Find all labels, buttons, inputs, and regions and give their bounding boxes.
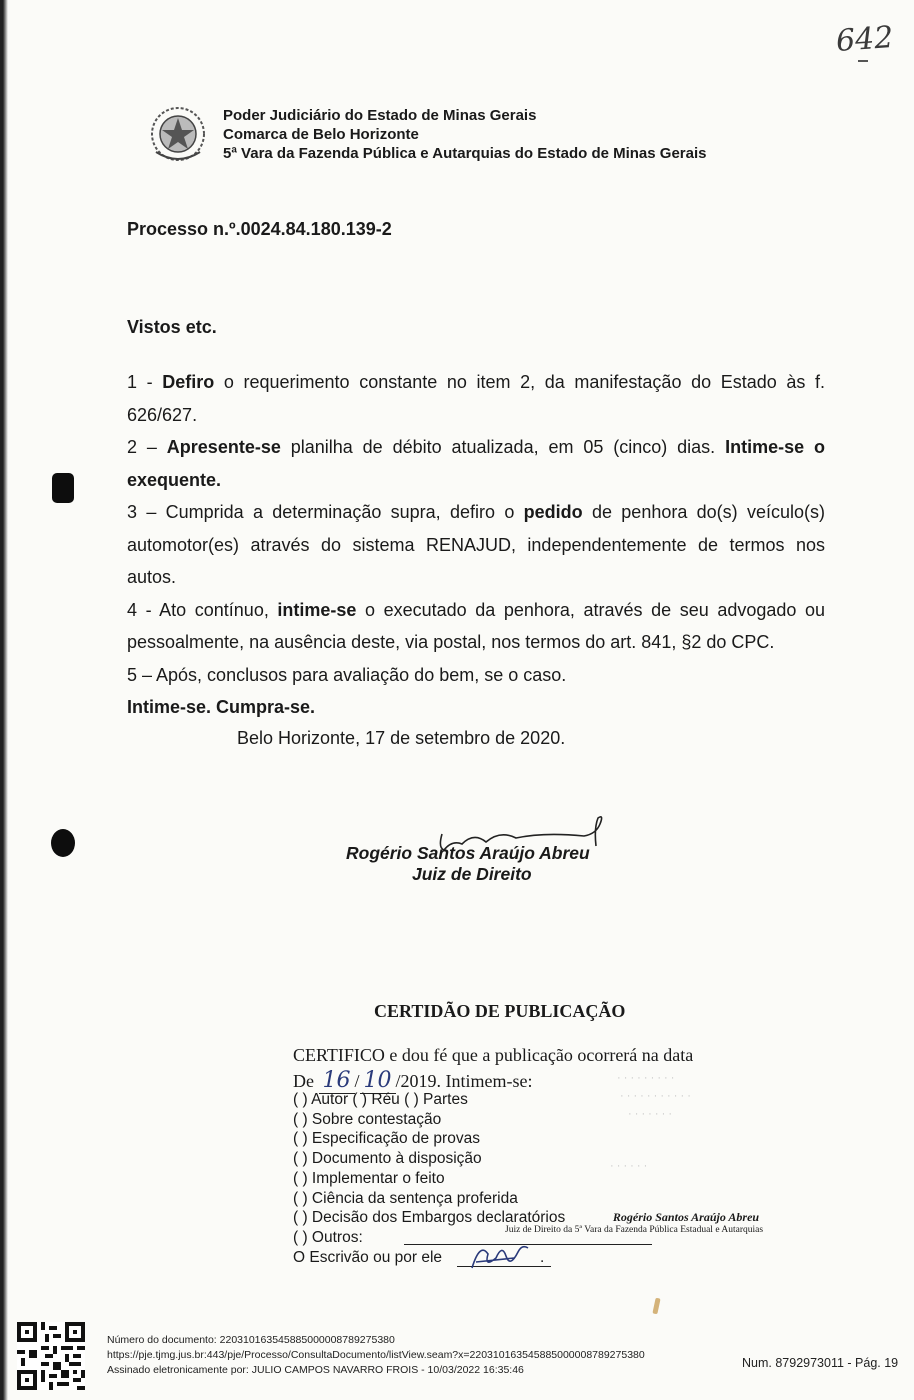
certidao-date-line: De 16 / 10 /2019. Intimem-se: (293, 1068, 533, 1093)
header-line-3: 5ª Vara da Fazenda Pública e Autarquias do Estado de Minas Gerais (223, 145, 707, 162)
footer-url[interactable]: https://pje.tjmg.jus.br:443/pje/Processo/ConsultaDocumento/listView.seam?x=220310163545885000008789275380 (107, 1349, 645, 1361)
court-header (223, 106, 707, 163)
bleed-through-text: · · · · · · · · · · · (620, 1090, 691, 1102)
bleed-through-text: · · · · · · (610, 1160, 648, 1172)
decision-date: Belo Horizonte, 17 de setembro de 2020. (237, 728, 566, 748)
clerk-signature (466, 1238, 536, 1274)
process-number: Processo n.º.0024.84.180.139-2 (127, 219, 392, 239)
stamp-title: Juiz de Direito da 5ª Vara da Fazenda Pública Estadual e Autarquias (505, 1225, 764, 1235)
option-implementar: ( ) Implementar o feito (293, 1169, 445, 1187)
item-3-line-1: 3 – Cumprida a determinação supra, defiro o pedido de penhora do(s) veículo(s) (127, 502, 825, 522)
bleed-through-text: · · · · · · · (628, 1108, 672, 1120)
punch-hole (51, 829, 75, 857)
footer-signed-by: Assinado eletronicamente por: JULIO CAMPOS NAVARRO FROIS - 10/03/2022 16:35:46 (107, 1364, 524, 1376)
judge-title: Juiz de Direito (412, 864, 532, 884)
footer-doc-number: Número do documento: 220310163545885000008789275380 (107, 1334, 395, 1346)
item-3-line-2: automotor(es) através do sistema RENAJUD, independentemente de termos nos (127, 534, 825, 555)
option-embargos: ( ) Decisão dos Embargos declaratórios (293, 1209, 566, 1227)
item-2-line-2: exequente. (127, 469, 222, 490)
item-2-line-1: 2 – Apresente-se planilha de débito atualizada, em 05 (cinco) dias. Intime-se o (127, 437, 825, 457)
item-5: 5 – Após, conclusos para avaliação do bem, se o caso. (127, 664, 567, 685)
punch-hole (52, 473, 74, 503)
option-provas: ( ) Especificação de provas (293, 1130, 480, 1148)
page-number-underline (858, 60, 868, 62)
coat-of-arms-icon (148, 102, 208, 166)
footer-metadata (107, 1333, 645, 1378)
option-partes: ( ) Autor ( ) Réu ( ) Partes (293, 1091, 468, 1108)
escrivao-line: O Escrivão ou por ele . (293, 1248, 545, 1266)
stamp-name: Rogério Santos Araújo Abreu (612, 1210, 760, 1224)
handwritten-month: 10 (360, 1068, 396, 1094)
judge-name: Rogério Santos Araújo Abreu (346, 843, 590, 863)
item-1-line-2: 626/627. (127, 404, 198, 425)
header-line-2: Comarca de Belo Horizonte (223, 126, 419, 143)
bleed-through-text: · · · · · · · · · (617, 1072, 675, 1084)
option-outros: ( ) Outros: (293, 1228, 363, 1246)
closing-order: Intime-se. Cumpra-se. (127, 697, 316, 717)
stain-mark (652, 1298, 660, 1315)
footer-page-reference: Num. 8792973011 - Pág. 19 (742, 1356, 899, 1370)
header-line-1: Poder Judiciário do Estado de Minas Gerais (223, 107, 537, 124)
decision-body (127, 366, 825, 724)
item-3-line-3: autos. (127, 567, 177, 587)
option-contestacao: ( ) Sobre contestação (293, 1110, 442, 1128)
item-1-line-1: 1 - Defiro o requerimento constante no item 2, da manifestação do Estado às f. (127, 372, 825, 392)
qr-code-icon (17, 1322, 85, 1390)
option-ciencia: ( ) Ciência da sentença proferida (293, 1189, 518, 1207)
handwritten-day: 16 (319, 1068, 355, 1094)
certidao-statement: CERTIFICO e dou fé que a publicação ocorrerá na data (293, 1045, 694, 1065)
item-4-line-1: 4 - Ato contínuo, intime-se o executado da penhora, através de seu advogado ou (127, 599, 826, 620)
handwritten-page-number: 642 (834, 20, 895, 59)
option-documento: ( ) Documento à disposição (293, 1150, 482, 1168)
vistos-heading: Vistos etc. (127, 317, 217, 337)
judge-stamp (505, 1210, 763, 1235)
item-4-line-2: pessoalmente, na ausência deste, via postal, nos termos do art. 841, §2 do CPC. (127, 632, 775, 652)
scan-left-edge (0, 0, 8, 1400)
certidao-title: CERTIDÃO DE PUBLICAÇÃO (374, 1001, 626, 1021)
